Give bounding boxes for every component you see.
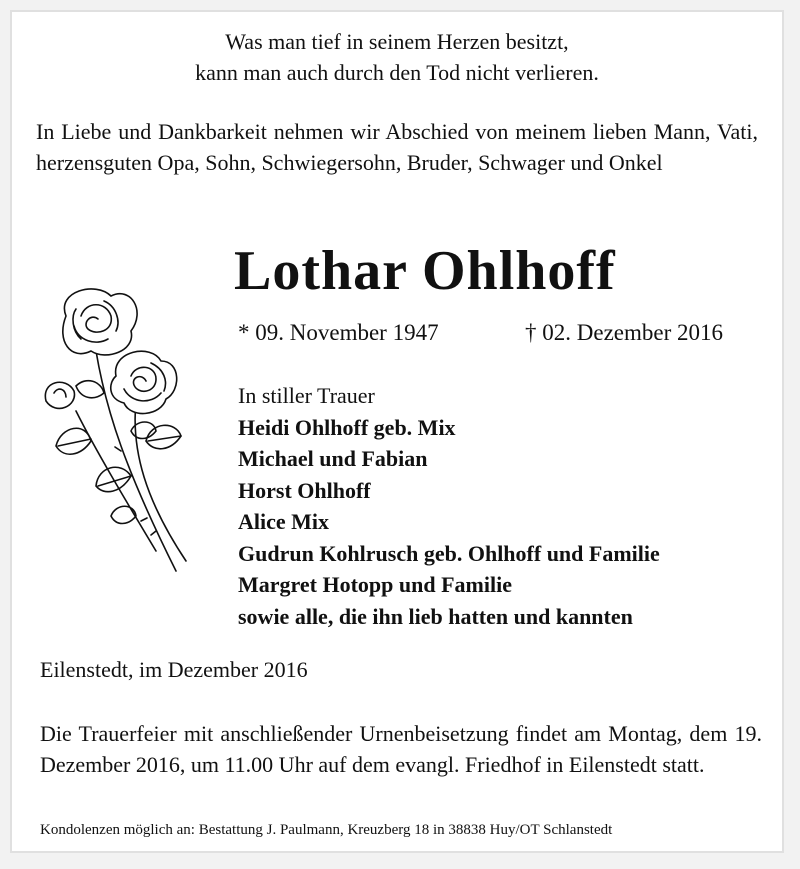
mourner-name: Margret Hotopp und Familie xyxy=(238,572,512,597)
quote-line-1: Was man tief in seinem Herzen besitzt, xyxy=(225,29,569,54)
place-date: Eilenstedt, im Dezember 2016 xyxy=(40,657,308,682)
intro-text: In Liebe und Dankbarkeit nehmen wir Abschied von meinem lieben Mann, Vati, herzensguten Opa, Sohn, Schwiegersohn, Bruder, Schwager und Onkel xyxy=(36,119,758,175)
life-dates xyxy=(238,320,723,346)
death-date: † 02. Dezember 2016 xyxy=(525,320,723,345)
funeral-service-info: Die Trauerfeier mit anschließender Urnenbeisetzung findet am Montag, dem 19. Dezember 2016, um 11.00 Uhr auf dem evangl. Friedhof in Eilenstedt statt. xyxy=(40,721,762,777)
mourner-name: Alice Mix xyxy=(238,509,330,534)
mourner-closing: sowie alle, die ihn lieb hatten und kannten xyxy=(238,603,633,629)
mourner-name: Horst Ohlhoff xyxy=(238,477,371,503)
mourner-name: Gudrun Kohlrusch geb. Ohlhoff und Familie xyxy=(238,540,660,566)
condolences-info: Kondolenzen möglich an: Bestattung J. Paulmann, Kreuzberg 18 in 38838 Huy/OT Schlanstedt xyxy=(40,822,613,838)
mourner-name: Heidi Ohlhoff geb. Mix xyxy=(238,414,456,440)
birth-date: * 09. November 1947 xyxy=(238,320,439,345)
rose-illustration xyxy=(36,281,206,581)
mourner-name: Michael und Fabian xyxy=(238,446,428,471)
deceased-name: Lothar Ohlhoff xyxy=(234,240,616,302)
obituary-content xyxy=(36,26,762,838)
mourners-list xyxy=(238,380,660,632)
quote-line-2: kann man auch durch den Tod nicht verlieren. xyxy=(195,60,599,85)
obituary-card xyxy=(10,10,784,853)
mourners-heading: In stiller Trauer xyxy=(238,383,375,408)
memorial-quote xyxy=(36,26,758,88)
